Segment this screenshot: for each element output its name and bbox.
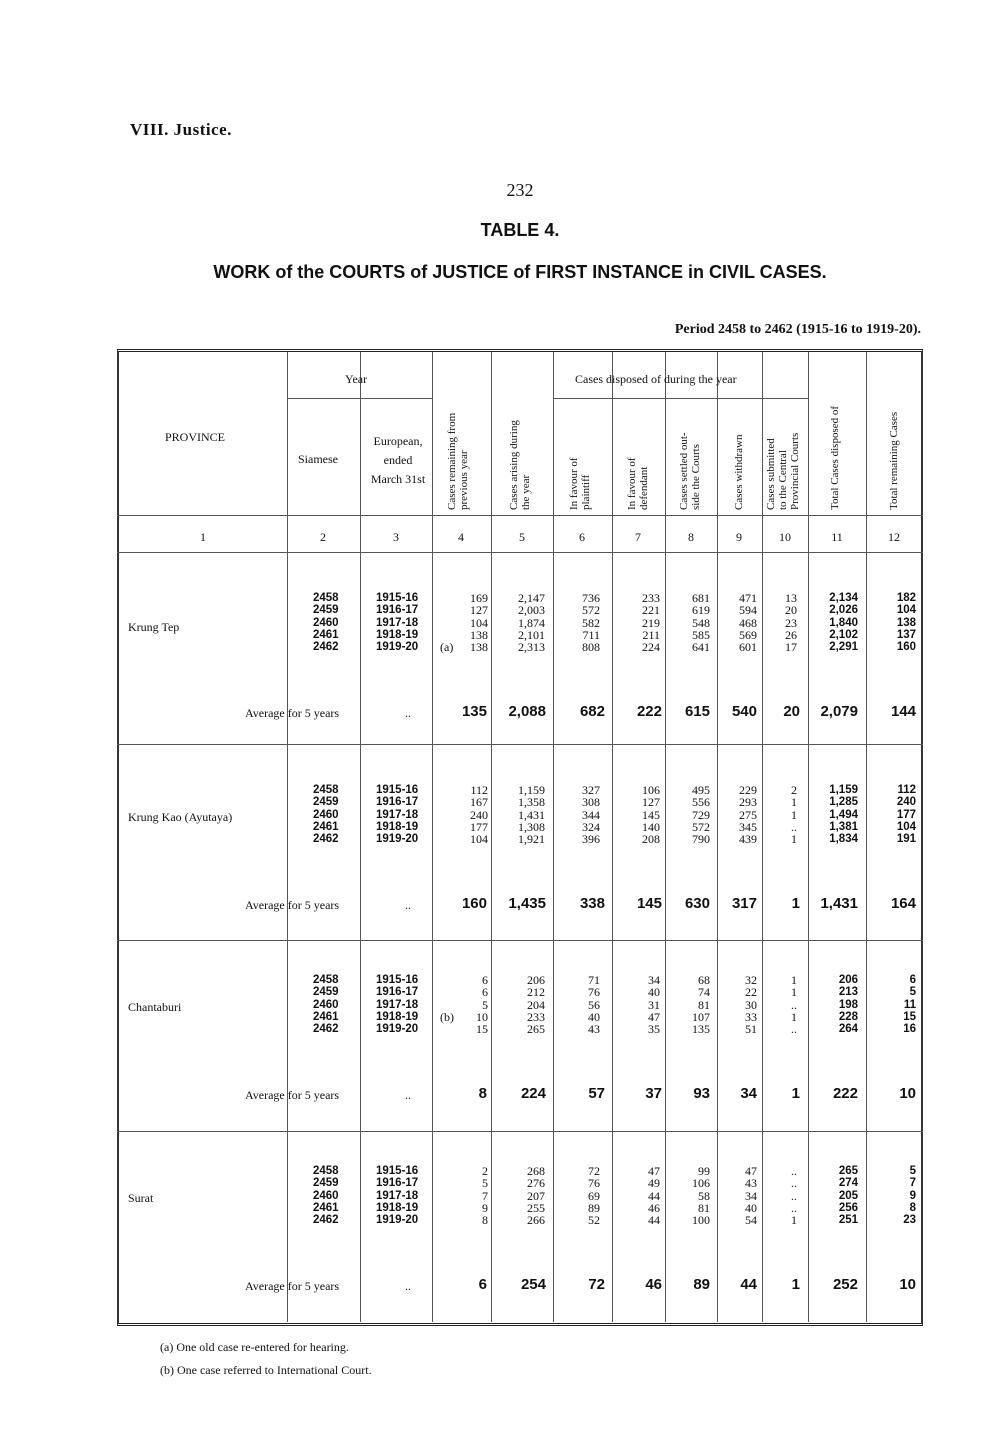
avg-withdrawn: 540 [731, 703, 757, 720]
remaining-values: 112 167 240 177 104 [470, 783, 488, 847]
plaintiff-values: 72 76 69 89 52 [588, 1164, 600, 1228]
province-name: Krung Kao (Ayutaya) [128, 810, 233, 824]
avg-plaintiff: 682 [579, 703, 605, 720]
withdrawn-values: 471 594 468 569 601 [739, 591, 757, 655]
european-years: 1915-16 1916-17 1917-18 1918-19 1919-20 [376, 592, 419, 654]
header-defendant: In favour of defendant [626, 457, 650, 510]
col-rule [360, 352, 361, 1322]
defendant-values: 106 127 145 140 208 [642, 783, 660, 847]
col-rule [432, 352, 433, 1322]
submitted-values: 13 20 23 26 17 [785, 591, 797, 655]
european-years: 1915-16 1916-17 1917-18 1918-19 1919-20 [376, 784, 419, 846]
total-remaining-values: 5 7 9 8 23 [903, 1165, 916, 1227]
average-label: Average for 5 years [245, 1279, 340, 1293]
avg-submitted: 20 [783, 703, 800, 720]
avg-submitted: 1 [791, 1085, 800, 1102]
settled-values: 495 556 729 572 790 [692, 783, 710, 847]
avg-arising: 254 [520, 1276, 546, 1293]
header-disposed-group: Cases disposed of during the year [575, 372, 737, 386]
plaintiff-values: 736 572 582 711 808 [582, 591, 600, 655]
total-remaining-values: 112 240 177 104 191 [896, 784, 916, 846]
defendant-values: 34 40 31 47 35 [648, 973, 660, 1037]
total-remaining-values: 182 104 138 137 160 [896, 592, 916, 654]
avg-submitted: 1 [791, 895, 800, 912]
section-rule [117, 1131, 923, 1132]
remaining-values: 2 5 7 9 8 [482, 1164, 488, 1228]
avg-withdrawn: 34 [740, 1085, 757, 1102]
section-rule [117, 744, 923, 745]
year-group-rule [287, 398, 432, 399]
avg-total-disposed: 222 [832, 1085, 858, 1102]
avg-settled: 615 [684, 703, 710, 720]
colnum-8: 8 [688, 530, 694, 544]
defendant-values: 47 49 44 46 44 [648, 1164, 660, 1228]
avg-submitted: 1 [791, 1276, 800, 1293]
total-disposed-values: 265 274 205 256 251 [838, 1165, 858, 1227]
avg-arising: 224 [520, 1085, 546, 1102]
siamese-years: 2458 2459 2460 2461 2462 [313, 784, 339, 846]
average-dots: .. [405, 898, 411, 912]
submitted-values: 2 1 1 .. 1 [791, 783, 797, 847]
footnote-marker: (a) [440, 640, 454, 654]
avg-remaining: 6 [478, 1276, 487, 1293]
header-arising: Cases arising during the year [508, 420, 532, 510]
siamese-years: 2458 2459 2460 2461 2462 [313, 974, 339, 1036]
section-rule [117, 940, 923, 941]
arising-values: 1,159 1,358 1,431 1,308 1,921 [518, 783, 545, 847]
header-total-disposed: Total Cases disposed of [829, 405, 841, 510]
colnum-9: 9 [736, 530, 742, 544]
avg-settled: 89 [693, 1276, 710, 1293]
average-label: Average for 5 years [245, 706, 340, 720]
header-remaining-prev: Cases remaining from previous year [446, 412, 470, 510]
european-years: 1915-16 1916-17 1917-18 1918-19 1919-20 [376, 1165, 419, 1227]
avg-total-remaining: 10 [899, 1276, 916, 1293]
siamese-years: 2458 2459 2460 2461 2462 [313, 592, 339, 654]
avg-arising: 1,435 [508, 895, 546, 912]
province-name: Surat [128, 1191, 154, 1205]
avg-withdrawn: 44 [740, 1276, 757, 1293]
withdrawn-values: 229 293 275 345 439 [739, 783, 757, 847]
withdrawn-values: 32 22 30 33 51 [745, 973, 757, 1037]
header-plaintiff: In favour of plaintiff [568, 457, 592, 510]
header-european: European, ended March 31st [370, 434, 426, 486]
colnum-rule [117, 552, 923, 553]
arising-values: 268 276 207 255 266 [527, 1164, 545, 1228]
arising-values: 2,147 2,003 1,874 2,101 2,313 [518, 591, 545, 655]
submitted-values: .. .. .. .. 1 [791, 1164, 797, 1228]
colnum-5: 5 [519, 530, 525, 544]
avg-remaining: 160 [461, 895, 487, 912]
avg-total-disposed: 2,079 [820, 703, 858, 720]
col-rule [612, 352, 613, 1322]
total-disposed-values: 2,134 2,026 1,840 2,102 2,291 [829, 592, 858, 654]
settled-values: 681 619 548 585 641 [692, 591, 710, 655]
disposed-group-rule [553, 398, 808, 399]
submitted-values: 1 1 .. 1 .. [791, 973, 797, 1037]
avg-defendant: 37 [645, 1085, 662, 1102]
avg-plaintiff: 72 [588, 1276, 605, 1293]
page-number: 232 [506, 180, 534, 200]
avg-total-remaining: 10 [899, 1085, 916, 1102]
province-name: Chantaburi [128, 1000, 182, 1014]
colnum-2: 2 [320, 530, 326, 544]
avg-remaining: 8 [478, 1085, 487, 1102]
period-caption: Period 2458 to 2462 (1915-16 to 1919-20). [674, 322, 921, 337]
avg-settled: 93 [693, 1085, 710, 1102]
avg-plaintiff: 338 [579, 895, 605, 912]
avg-remaining: 135 [461, 703, 487, 720]
colnum-11: 11 [831, 530, 843, 544]
colnum-4: 4 [458, 530, 464, 544]
header-submitted: Cases submitted to the Central Provincial Courts [765, 432, 801, 510]
plaintiff-values: 327 308 344 324 396 [582, 783, 600, 847]
arising-values: 206 212 204 233 265 [527, 973, 545, 1037]
remaining-values: 169 127 104 138 138 [470, 591, 488, 655]
avg-defendant: 145 [636, 895, 662, 912]
total-disposed-values: 206 213 198 228 264 [838, 974, 858, 1036]
avg-plaintiff: 57 [588, 1085, 605, 1102]
colnum-12: 12 [888, 530, 900, 544]
header-rule [117, 515, 923, 516]
avg-defendant: 222 [636, 703, 662, 720]
table-label: TABLE 4. [480, 220, 560, 240]
withdrawn-values: 47 43 34 40 54 [745, 1164, 757, 1228]
avg-arising: 2,088 [508, 703, 546, 720]
avg-withdrawn: 317 [731, 895, 757, 912]
colnum-10: 10 [779, 530, 791, 544]
col-rule [491, 352, 492, 1322]
avg-total-disposed: 252 [832, 1276, 858, 1293]
average-label: Average for 5 years [245, 898, 340, 912]
header-year: Year [345, 372, 368, 386]
settled-values: 99 106 58 81 100 [692, 1164, 710, 1228]
footnote-b: (b) One case referred to International Court. [160, 1363, 372, 1377]
col-rule [553, 352, 554, 1322]
header-settled: Cases settled out- side the Courts [678, 432, 702, 510]
average-label: Average for 5 years [245, 1088, 340, 1102]
average-dots: .. [405, 1088, 411, 1102]
siamese-years: 2458 2459 2460 2461 2462 [313, 1165, 339, 1227]
footnote-marker: (b) [440, 1010, 454, 1024]
avg-defendant: 46 [645, 1276, 662, 1293]
european-years: 1915-16 1916-17 1917-18 1918-19 1919-20 [376, 974, 419, 1036]
col-rule [287, 352, 288, 1322]
average-dots: .. [405, 1279, 411, 1293]
avg-settled: 630 [684, 895, 710, 912]
header-siamese: Siamese [298, 452, 338, 466]
remaining-values: 6 6 5 10 15 [476, 973, 488, 1037]
header-total-remaining: Total remaining Cases [888, 411, 900, 510]
avg-total-remaining: 144 [890, 703, 916, 720]
colnum-1: 1 [200, 530, 206, 544]
footnote-a: (a) One old case re-entered for hearing. [160, 1340, 349, 1354]
avg-total-disposed: 1,431 [820, 895, 858, 912]
total-disposed-values: 1,159 1,285 1,494 1,381 1,834 [829, 784, 858, 846]
province-name: Krung Tep [128, 620, 180, 634]
avg-total-remaining: 164 [890, 895, 916, 912]
header-withdrawn: Cases withdrawn [733, 434, 745, 510]
total-remaining-values: 6 5 11 15 16 [903, 974, 916, 1036]
average-dots: .. [405, 706, 411, 720]
plaintiff-values: 71 76 56 40 43 [588, 973, 600, 1037]
settled-values: 68 74 81 107 135 [692, 973, 710, 1037]
section-heading: VIII. Justice. [130, 120, 232, 139]
colnum-6: 6 [579, 530, 585, 544]
colnum-3: 3 [393, 530, 399, 544]
table-title: WORK of the COURTS of JUSTICE of FIRST INSTANCE in CIVIL CASES. [213, 262, 827, 282]
header-province: PROVINCE [165, 430, 226, 444]
colnum-7: 7 [635, 530, 641, 544]
defendant-values: 233 221 219 211 224 [642, 591, 660, 655]
